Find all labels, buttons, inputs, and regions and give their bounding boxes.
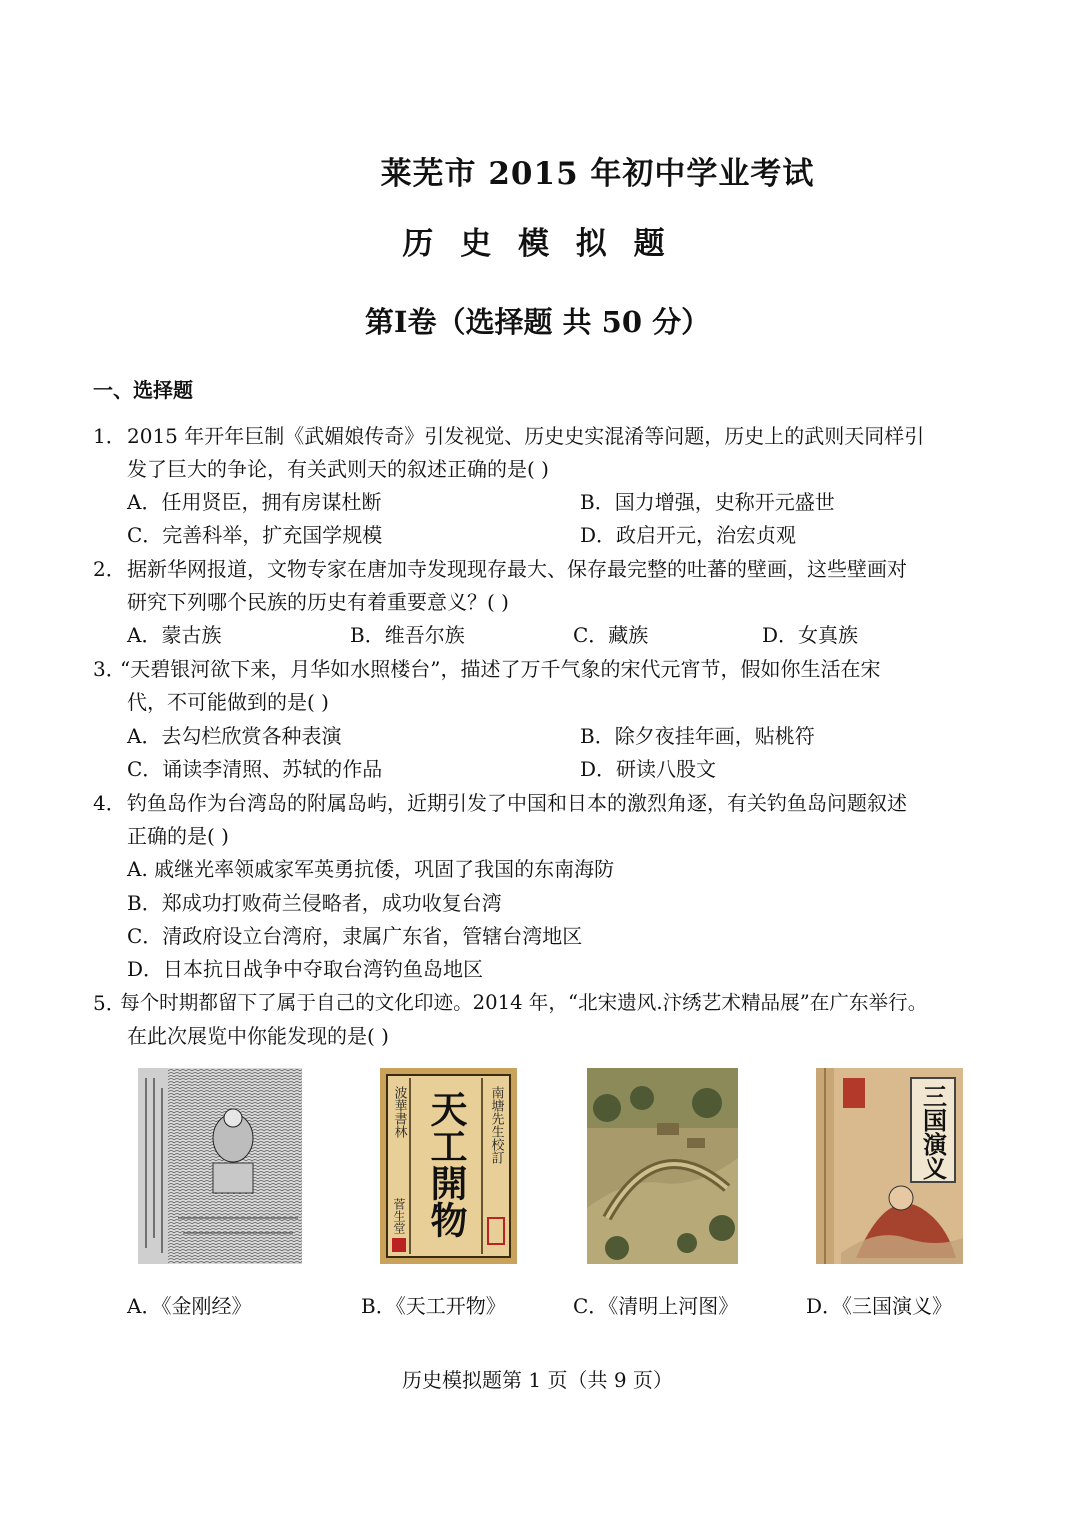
question-text: 每个时期都留下了属于自己的文化印迹。2014 年，“北宋遗风.汴绣艺术精品展”在广东举行。 [120,991,928,1014]
qingming-scroll-image [587,1068,738,1264]
cover-publisher: 波華書林 [391,1086,407,1138]
section-heading: 一、选择题 [93,378,193,402]
question-text: 研究下列哪个民族的历史有着重要意义？( ) [127,590,509,614]
question-text: 正确的是( ) [127,824,229,848]
option-b: B．郑成功打败荷兰侵略者，成功收复台湾 [127,891,502,915]
option-a: A．去勾栏欣赏各种表演 [127,724,342,748]
option-d: D．政启开元，治宏贞观 [580,523,797,547]
three-kingdoms-image [816,1068,963,1264]
question-text: “天碧银河欲下来，月华如水照楼台”，描述了万千气象的宋代元宵节，假如你生活在宋 [120,657,881,681]
option-c: C．藏族 [573,623,649,647]
question-number: 4． [93,791,126,815]
question-number: 5． [93,991,126,1015]
image-caption-a: A．《金刚经》 [127,1294,252,1318]
option-b: B．除夕夜挂年画，贴桃符 [580,724,815,748]
diamond-sutra-image [138,1068,302,1264]
image-caption-d: D．《三国演义》 [806,1294,953,1318]
image-caption-c: C．《清明上河图》 [573,1294,739,1318]
option-b: B．维吾尔族 [350,623,465,647]
question-text: 2015 年开年巨制《武媚娘传奇》引发视觉、历史史实混淆等问题，历史上的武则天同样引 [127,424,925,448]
question-text: 代，不可能做到的是( ) [127,690,329,714]
cover-studio: 菅生堂 [392,1198,406,1234]
question-number: 1． [93,424,126,448]
cover-title: 天工開物 [424,1090,468,1238]
tiangong-kaiwu-image [380,1068,517,1264]
question-text: 发了巨大的争论，有关武则天的叙述正确的是( ) [127,457,549,481]
option-d: D．女真族 [762,623,859,647]
page-footer: 历史模拟题第 1 页（共 9 页） [402,1368,673,1392]
option-d: D．研读八股文 [580,757,717,781]
exam-subject-title: 历 史 模 拟 题 [402,226,673,262]
option-a: A．蒙古族 [127,623,222,647]
question-text: 钓鱼岛作为台湾岛的附属岛屿，近期引发了中国和日本的激烈角逐，有关钓鱼岛问题叙述 [127,791,907,815]
part-title: 第Ⅰ卷（选择题 共 50 分） [364,305,711,339]
exam-title: 莱芜市 2015 年初中学业考试 [380,156,815,192]
question-text: 据新华网报道，文物专家在唐加寺发现现存最大、保存最完整的吐蕃的壁画，这些壁画对 [127,557,907,581]
option-c: C．诵读李清照、苏轼的作品 [127,757,383,781]
option-c: C．完善科举，扩充国学规模 [127,523,383,547]
cover-editor: 南塘先生校訂 [488,1086,504,1164]
question-text: 在此次展览中你能发现的是( ) [127,1024,389,1048]
option-a: A. 戚继光率领戚家军英勇抗倭，巩固了我国的东南海防 [127,857,615,881]
image-caption-b: B．《天工开物》 [361,1294,506,1318]
question-number: 2． [93,557,126,581]
option-b: B．国力增强，史称开元盛世 [580,490,835,514]
cover-title: 三国演义 [918,1084,948,1180]
question-number: 3． [93,657,126,681]
option-d: D．日本抗日战争中夺取台湾钓鱼岛地区 [127,957,484,981]
option-c: C．清政府设立台湾府，隶属广东省，管辖台湾地区 [127,924,583,948]
option-a: A．任用贤臣，拥有房谋杜断 [127,490,382,514]
